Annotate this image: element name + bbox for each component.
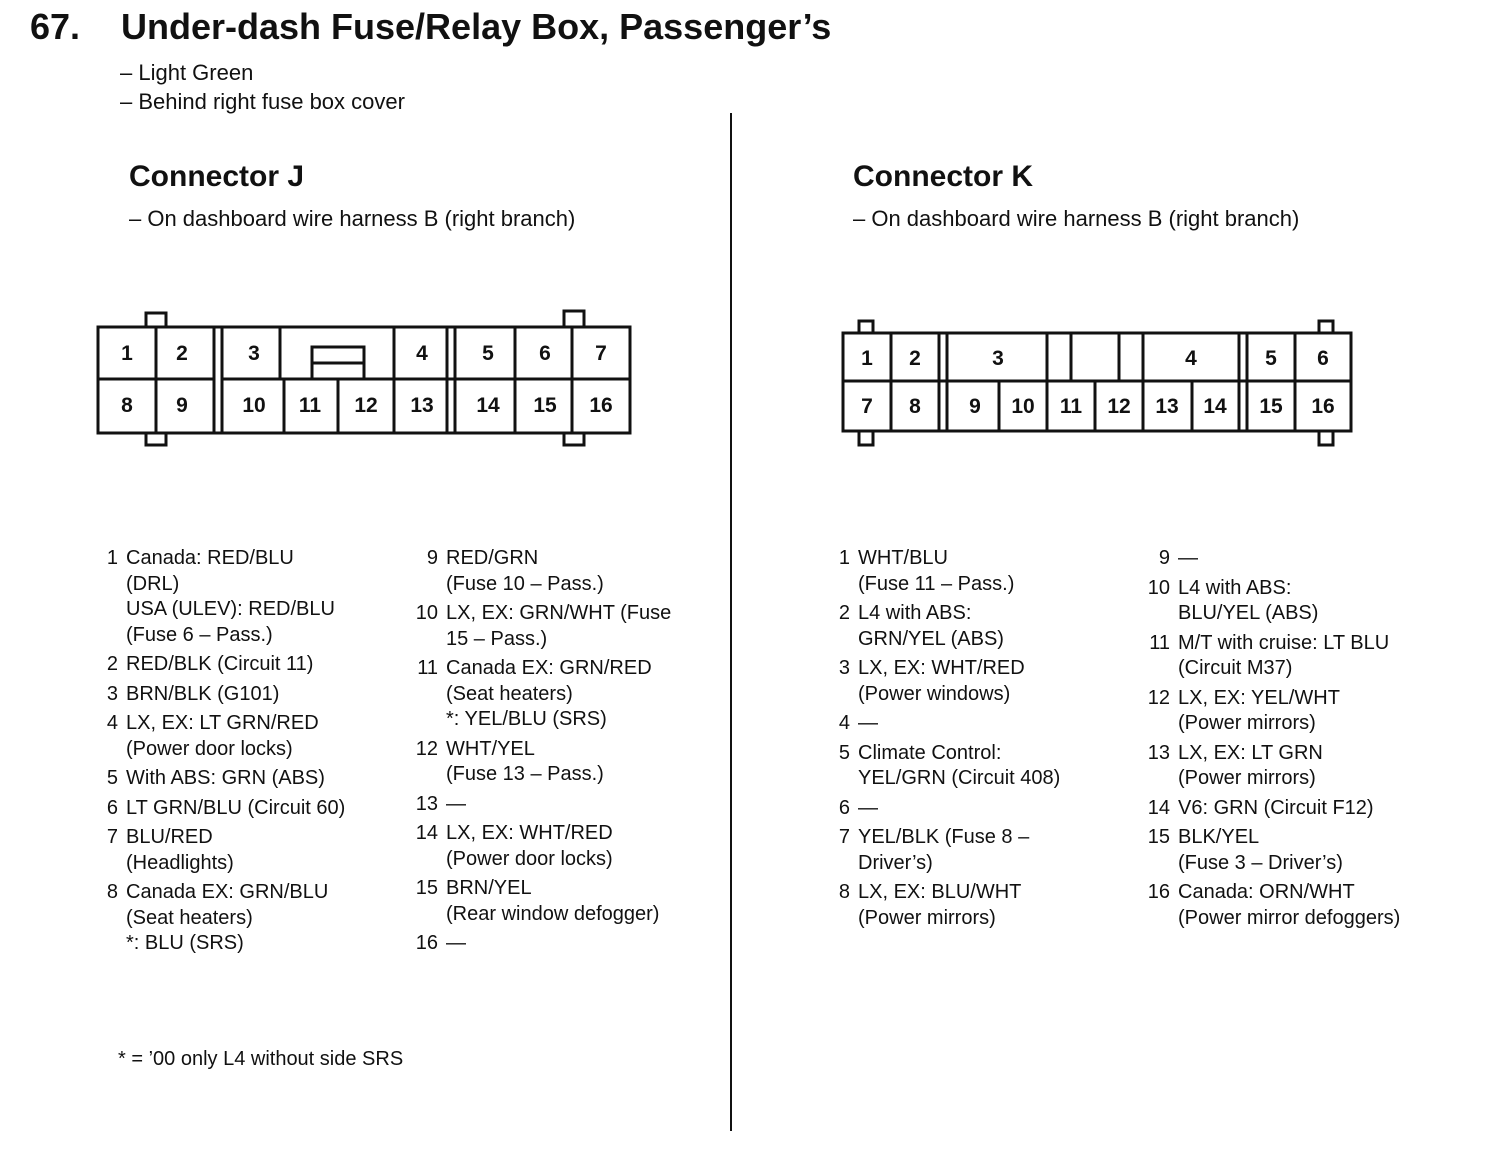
color-note: – Light Green xyxy=(120,60,254,85)
pin-number: 7 xyxy=(106,826,118,848)
pin-description: Canada: ORN/WHT xyxy=(1178,881,1355,903)
pin-entry xyxy=(94,652,414,678)
pin-entry xyxy=(94,546,414,648)
pin-number: 3 xyxy=(838,657,850,679)
pin-description: (Power mirrors) xyxy=(858,906,996,929)
connector-k-cell-10: 10 xyxy=(1011,395,1035,418)
pin-description: RED/BLK (Circuit 11) xyxy=(126,653,314,675)
pin-description: RED/GRN xyxy=(446,547,539,569)
connector-k-cell-2: 2 xyxy=(909,347,921,370)
pin-number: 16 xyxy=(1147,881,1170,903)
pin-number: 10 xyxy=(415,602,438,624)
pin-description: With ABS: GRN (ABS) xyxy=(126,767,325,789)
connector-k-cell-5: 5 xyxy=(1265,347,1277,370)
pin-number: 8 xyxy=(838,881,850,903)
pin-number: 9 xyxy=(1158,547,1170,569)
pin-number: 2 xyxy=(838,602,850,624)
pin-description: LX, EX: LT GRN xyxy=(1178,741,1323,764)
pin-entry xyxy=(414,931,724,957)
page-title: Under-dash Fuse/Relay Box, Passenger’s xyxy=(121,6,832,47)
pin-number: 4 xyxy=(838,712,850,734)
footnote: * = ’00 only L4 without side SRS xyxy=(118,1048,404,1070)
pin-description: BRN/BLK (G101) xyxy=(126,682,280,705)
pin-description: *: BLU (SRS) xyxy=(126,932,244,954)
pin-description: LX, EX: LT GRN/RED xyxy=(126,712,319,734)
pin-entry xyxy=(1146,796,1486,822)
pin-entry xyxy=(414,876,724,927)
pin-number: 3 xyxy=(106,682,118,705)
pin-number: 5 xyxy=(838,741,850,764)
connector-k-cell-4: 4 xyxy=(1185,347,1197,370)
connector-k-cell-14: 14 xyxy=(1203,395,1227,418)
connector-k-pins-col1 xyxy=(826,546,1146,935)
pin-description: Canada: RED/BLU xyxy=(126,547,294,569)
pin-entry xyxy=(826,741,1146,792)
connector-k-cell-16: 16 xyxy=(1311,395,1335,418)
pin-entry xyxy=(94,796,414,822)
pin-entry xyxy=(1146,825,1486,876)
pin-description: L4 with ABS: xyxy=(1178,576,1292,599)
pin-description: — xyxy=(858,712,878,734)
pin-description: Canada EX: GRN/BLU xyxy=(126,881,329,903)
pin-description: LT GRN/BLU (Circuit 60) xyxy=(126,796,346,819)
pin-description: WHT/BLU xyxy=(858,547,948,569)
connector-k-title: Connector K xyxy=(853,160,1033,193)
connector-k-cell-9: 9 xyxy=(969,395,981,418)
pin-entry xyxy=(414,656,724,733)
pin-entry xyxy=(826,825,1146,876)
connector-k-cell-15: 15 xyxy=(1259,395,1283,418)
pin-number: 14 xyxy=(1147,796,1170,819)
pin-number: 7 xyxy=(838,826,850,848)
connector-k-cell-8: 8 xyxy=(909,395,921,418)
connector-k-cell-11: 11 xyxy=(1059,395,1083,418)
connector-k-cell-6: 6 xyxy=(1317,347,1329,370)
pin-description: M/T with cruise: LT BLU xyxy=(1178,631,1390,654)
pin-number: 8 xyxy=(106,881,118,903)
pin-description: (Power door locks) xyxy=(446,847,613,870)
pin-number: 12 xyxy=(415,737,438,760)
pin-entry xyxy=(1146,576,1486,627)
pin-number: 1 xyxy=(838,547,850,569)
connector-j-title: Connector J xyxy=(129,160,305,193)
pin-entry xyxy=(1146,686,1486,737)
pin-entry xyxy=(1146,880,1486,931)
pin-description: LX, EX: BLU/WHT xyxy=(858,881,1022,903)
connector-j-cell-6: 6 xyxy=(539,342,551,365)
pin-description: (Circuit M37) xyxy=(1178,657,1293,679)
connector-j-cell-13: 13 xyxy=(410,394,434,417)
pin-number: 16 xyxy=(415,932,438,954)
pin-number: 11 xyxy=(1149,631,1170,654)
connector-j-cell-16: 16 xyxy=(589,394,613,417)
pin-description: (Fuse 11 – Pass.) xyxy=(858,572,1015,595)
pin-entry xyxy=(826,656,1146,707)
connector-j-cell-2: 2 xyxy=(176,342,188,365)
pin-description: L4 with ABS: xyxy=(858,602,972,624)
pin-entry xyxy=(826,601,1146,652)
section-number: 67. xyxy=(30,6,81,47)
pin-entry xyxy=(826,796,1146,822)
pin-number: 14 xyxy=(415,822,438,844)
pin-description: *: YEL/BLU (SRS) xyxy=(446,708,607,730)
pin-description: 15 – Pass.) xyxy=(446,627,548,650)
connector-j-cell-12: 12 xyxy=(354,394,378,417)
pin-entry xyxy=(94,766,414,792)
pin-description: GRN/YEL (ABS) xyxy=(858,627,1004,650)
connector-k-cell-1: 1 xyxy=(861,347,873,370)
location-note: – Behind right fuse box cover xyxy=(120,89,405,114)
pin-entry xyxy=(94,880,414,957)
connector-k-cell-7: 7 xyxy=(861,395,873,418)
connector-j-cell-11: 11 xyxy=(298,394,322,417)
connector-j-subtitle: – On dashboard wire harness B (right branch) xyxy=(129,206,576,231)
pin-entry xyxy=(826,880,1146,931)
pin-number: 2 xyxy=(106,653,118,675)
pin-description: — xyxy=(858,796,878,819)
pin-number: 4 xyxy=(106,712,118,734)
connector-j-cell-9: 9 xyxy=(176,394,188,417)
connector-j-diagram xyxy=(90,305,640,455)
pin-description: LX, EX: GRN/WHT (Fuse xyxy=(446,602,672,624)
pin-description: LX, EX: WHT/RED xyxy=(446,822,613,844)
pin-description: BLU/RED xyxy=(126,826,213,848)
center-divider xyxy=(730,113,732,1131)
pin-description: (Power mirror defoggers) xyxy=(1178,906,1401,929)
pin-number: 13 xyxy=(415,792,438,815)
pin-entry xyxy=(826,711,1146,737)
pin-entry xyxy=(94,682,414,708)
connector-j-cell-1: 1 xyxy=(121,342,133,365)
pin-number: 11 xyxy=(417,657,438,679)
pin-description: Canada EX: GRN/RED xyxy=(446,657,652,679)
pin-description: (Fuse 3 – Driver’s) xyxy=(1178,851,1343,874)
pin-description: Climate Control: xyxy=(858,741,1002,764)
pin-description: V6: GRN (Circuit F12) xyxy=(1178,796,1374,819)
pin-description: (Rear window defogger) xyxy=(446,902,660,925)
pin-entry xyxy=(94,825,414,876)
pin-description: (DRL) xyxy=(126,572,180,595)
connector-j-cell-7: 7 xyxy=(595,342,607,365)
pin-description: BLK/YEL xyxy=(1178,826,1260,848)
pin-description: (Fuse 6 – Pass.) xyxy=(126,623,273,646)
pin-description: — xyxy=(446,792,466,815)
pin-number: 9 xyxy=(426,547,438,569)
connector-k-cell-12: 12 xyxy=(1107,395,1131,418)
pin-entry xyxy=(414,737,724,788)
connector-k-diagram xyxy=(835,315,1365,455)
pin-description: USA (ULEV): RED/BLU xyxy=(126,598,335,620)
connector-j-cell-15: 15 xyxy=(533,394,557,417)
pin-entry xyxy=(1146,631,1486,682)
pin-number: 5 xyxy=(106,767,118,789)
pin-entry xyxy=(826,546,1146,597)
pin-entry xyxy=(414,821,724,872)
pin-number: 1 xyxy=(106,547,118,569)
pin-description: BLU/YEL (ABS) xyxy=(1178,602,1319,624)
connector-k-cell-3: 3 xyxy=(992,347,1004,370)
pin-description: (Seat heaters) xyxy=(446,682,573,705)
pin-description: YEL/GRN (Circuit 408) xyxy=(858,767,1061,789)
connector-k-pins-col2 xyxy=(1146,546,1486,935)
pin-description: (Fuse 13 – Pass.) xyxy=(446,763,604,785)
pin-description: BRN/YEL xyxy=(446,877,532,899)
pin-description: (Power windows) xyxy=(858,682,1011,705)
connector-k-cell-13: 13 xyxy=(1155,395,1179,418)
pin-description: — xyxy=(1178,547,1198,569)
pin-entry xyxy=(1146,546,1486,572)
connector-j-cell-14: 14 xyxy=(476,394,500,417)
pin-entry xyxy=(414,792,724,818)
pin-description: (Power mirrors) xyxy=(1178,767,1316,789)
pin-description: (Seat heaters) xyxy=(126,906,253,929)
pin-description: (Fuse 10 – Pass.) xyxy=(446,572,604,595)
pin-number: 12 xyxy=(1147,686,1170,709)
pin-description: LX, EX: YEL/WHT xyxy=(1178,686,1340,709)
pin-number: 10 xyxy=(1147,576,1170,599)
pin-entry xyxy=(94,711,414,762)
connector-j-pins-col2 xyxy=(414,546,724,961)
connector-j-pins-col1 xyxy=(94,546,414,961)
pin-number: 13 xyxy=(1147,741,1170,764)
pin-description: LX, EX: WHT/RED xyxy=(858,657,1025,679)
connector-j-cell-3: 3 xyxy=(248,342,260,365)
connector-j-cell-8: 8 xyxy=(121,394,133,417)
connector-j-cell-5: 5 xyxy=(482,342,494,365)
pin-entry xyxy=(414,601,724,652)
pin-number: 6 xyxy=(106,796,118,819)
pin-number: 15 xyxy=(1147,826,1170,848)
pin-description: (Power door locks) xyxy=(126,737,293,760)
connector-k-subtitle: – On dashboard wire harness B (right branch) xyxy=(853,206,1300,231)
pin-description: (Headlights) xyxy=(126,851,234,874)
pin-description: Driver’s) xyxy=(858,851,933,874)
connector-j-cell-10: 10 xyxy=(242,394,266,417)
pin-number: 6 xyxy=(838,796,850,819)
pin-number: 15 xyxy=(415,877,438,899)
pin-description: — xyxy=(446,932,466,954)
pin-entry xyxy=(1146,741,1486,792)
pin-entry xyxy=(414,546,724,597)
pin-description: YEL/BLK (Fuse 8 – xyxy=(858,826,1030,848)
connector-j-cell-4: 4 xyxy=(416,342,428,365)
pin-description: WHT/YEL xyxy=(446,737,535,760)
pin-description: (Power mirrors) xyxy=(1178,712,1316,734)
